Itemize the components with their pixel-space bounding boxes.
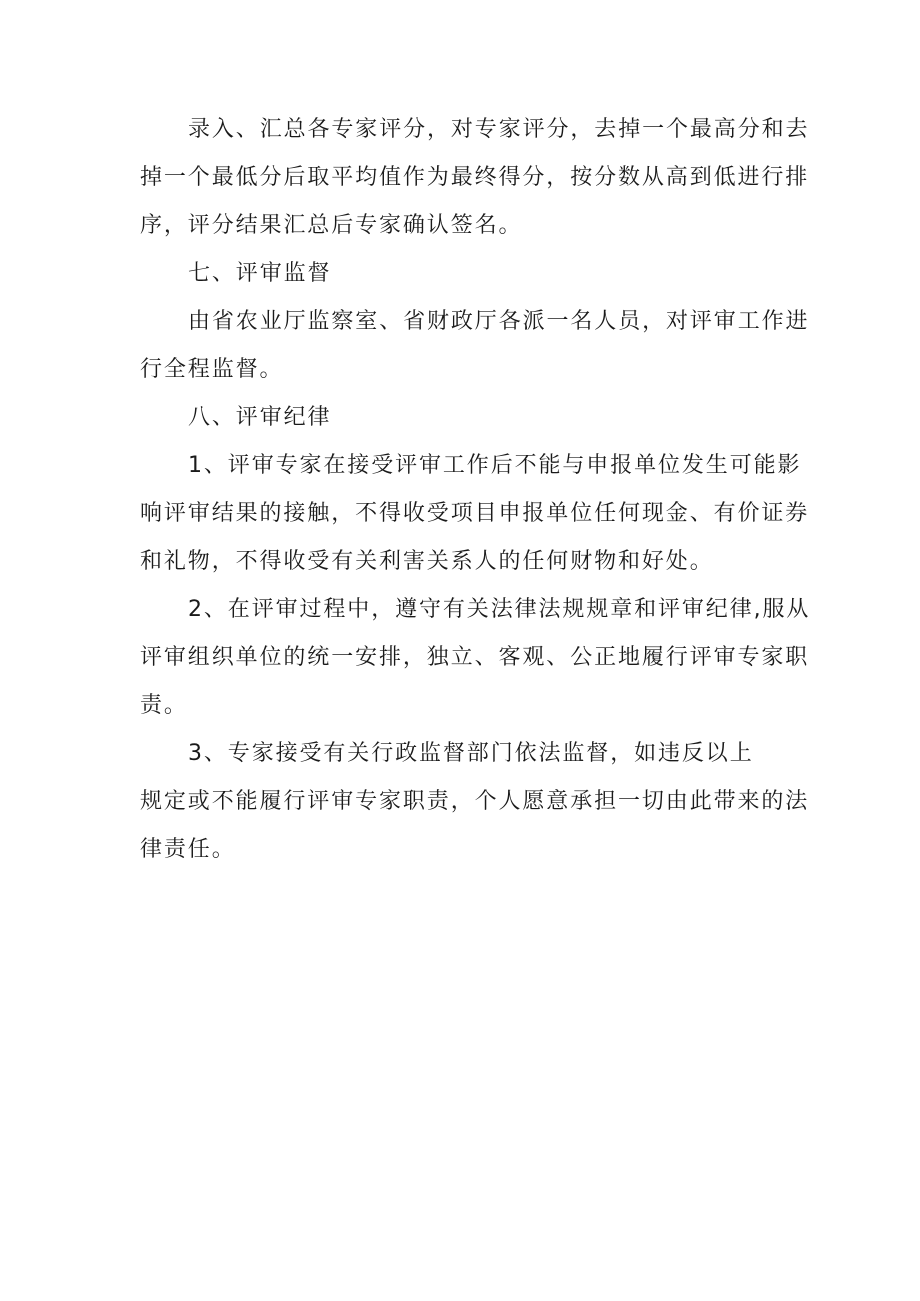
paragraph-line: 2、在评审过程中，遵守有关法律法规规章和评审纪律,服从 xyxy=(188,597,811,622)
paragraph-line: 和礼物，不得收受有关利害关系人的任何财物和好处。 xyxy=(140,549,714,574)
paragraph-line: 评审组织单位的统一安排，独立、客观、公正地履行评审专家职 xyxy=(140,645,810,670)
paragraph-supervision xyxy=(140,298,810,394)
section-heading: 八、评审纪律 xyxy=(188,405,332,430)
paragraph-line: 行全程监督。 xyxy=(140,357,284,382)
paragraph-line: 1、评审专家在接受评审工作后不能与申报单位发生可能影 xyxy=(188,453,802,478)
paragraph-line: 序，评分结果汇总后专家确认签名。 xyxy=(140,213,523,238)
paragraph-line: 规定或不能履行评审专家职责，个人愿意承担一切由此带来的法 xyxy=(140,789,810,814)
paragraph-line: 掉一个最低分后取平均值作为最终得分，按分数从高到低进行排 xyxy=(140,165,810,190)
paragraph-line: 录入、汇总各专家评分，对专家评分，去掉一个最高分和去 xyxy=(188,117,810,142)
section-heading-supervision xyxy=(140,250,785,298)
paragraph-discipline-1 xyxy=(140,442,810,586)
paragraph-discipline-2 xyxy=(140,586,811,730)
paragraph-line: 责。 xyxy=(140,693,188,718)
paragraph-line: 律责任。 xyxy=(140,837,236,862)
section-heading-discipline xyxy=(140,394,785,442)
section-heading: 七、评审监督 xyxy=(188,261,332,286)
paragraph-scoring xyxy=(140,106,810,250)
document-body xyxy=(140,106,811,874)
paragraph-line: 3、专家接受有关行政监督部门依法监督，如违反以上 xyxy=(188,741,754,766)
paragraph-line: 响评审结果的接触，不得收受项目申报单位任何现金、有价证券 xyxy=(140,501,810,526)
paragraph-line: 由省农业厅监察室、省财政厅各派一名人员，对评审工作进 xyxy=(188,309,810,334)
paragraph-discipline-3 xyxy=(140,730,810,874)
